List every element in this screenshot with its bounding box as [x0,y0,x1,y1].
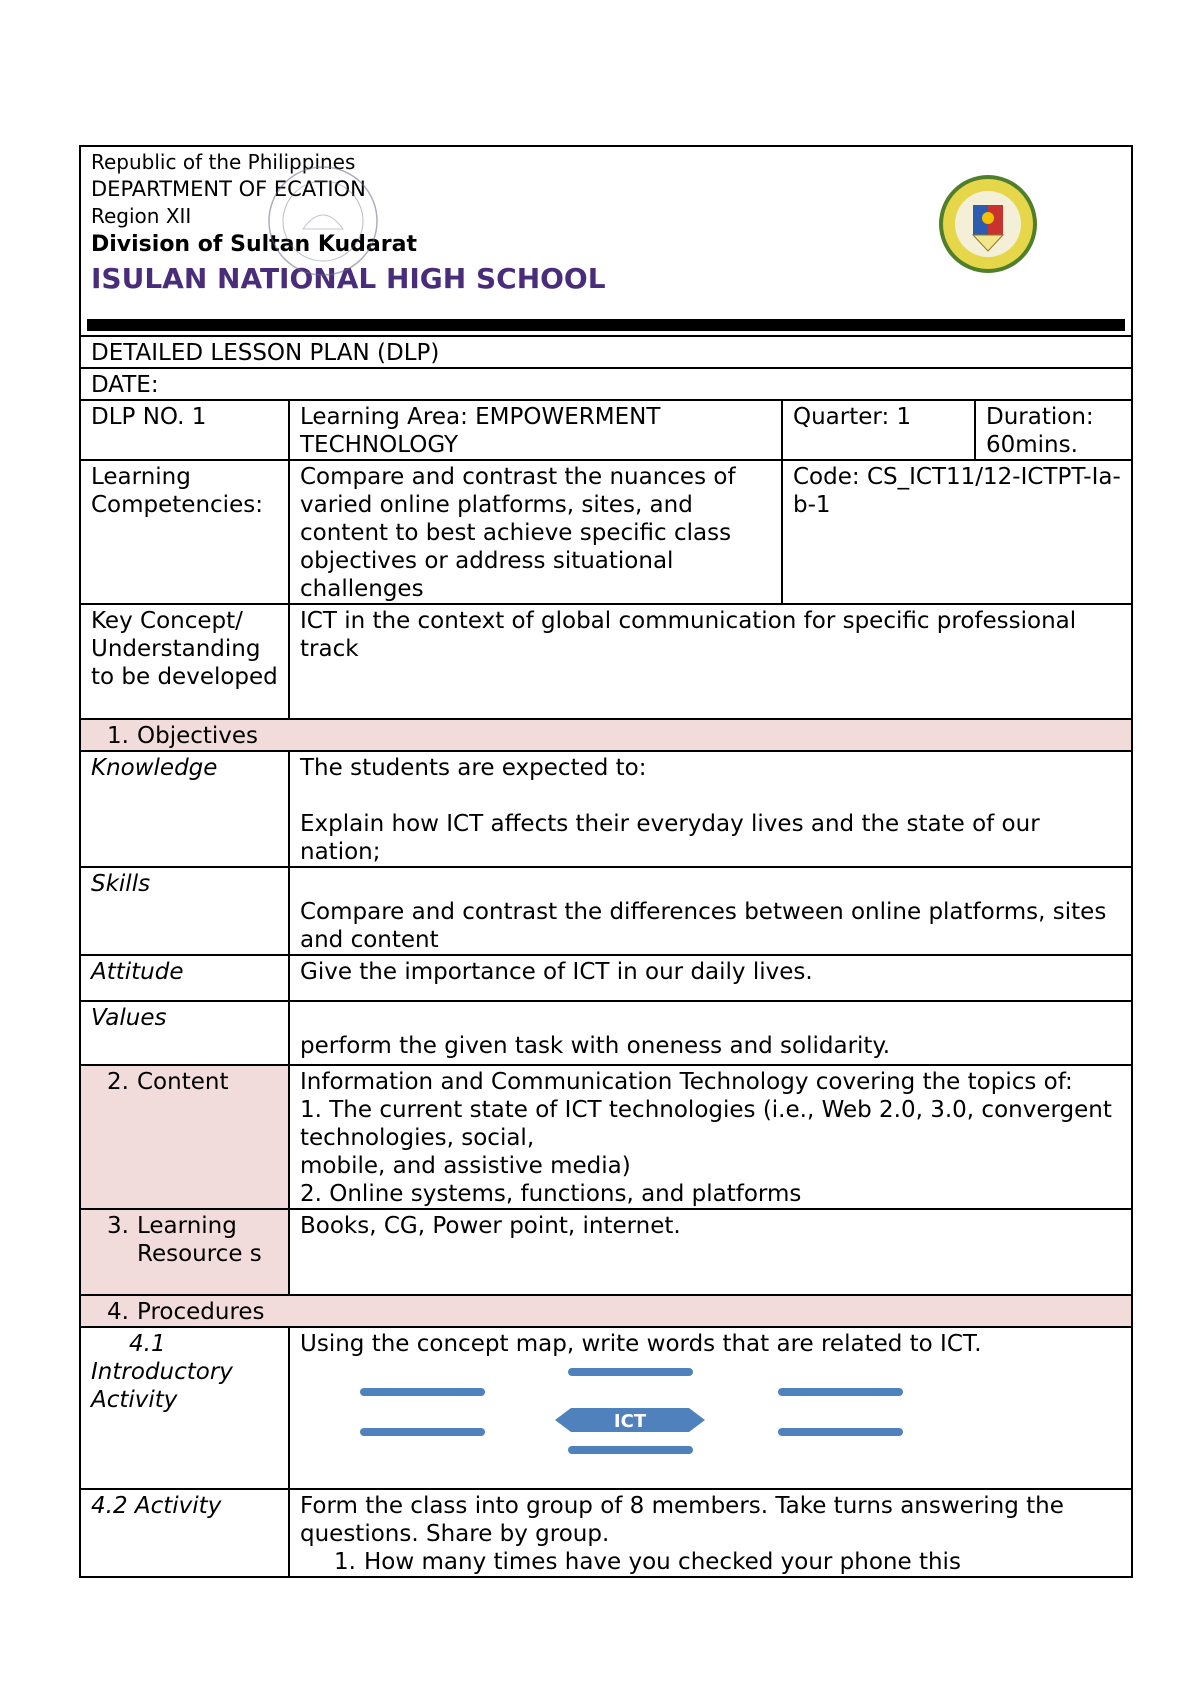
values-label: Values [80,1001,289,1065]
introductory-label-cell [80,1327,289,1489]
content-number: 2. [107,1069,129,1095]
concept-map-arrow [568,1368,693,1376]
resources-label: Learning Resource s [137,1213,262,1267]
concept-map [300,1358,1121,1488]
concept-map-center-arrow [555,1406,705,1434]
lesson-plan-document [79,145,1131,1578]
concept-map-arrow [568,1446,693,1454]
concept-map-arrow [360,1388,485,1396]
introductory-label: Introductory Activity [91,1359,233,1413]
objectives-heading [80,719,1132,751]
resources-number: 3. [107,1213,129,1239]
skills-label: Skills [80,867,289,955]
knowledge-cell [289,751,1132,867]
region-text: Region XII [91,204,192,228]
introductory-number: 4.1 [129,1331,166,1357]
department-text: DEPARTMENT OF ECATION [91,177,366,201]
values-text: perform the given task with oneness and solidarity. [300,1033,891,1059]
activity-text: Form the class into group of 8 members. Take turns answering the questions. Share by group. [300,1493,1064,1547]
content-item-2: 2. Online systems, functions, and platforms [300,1181,802,1207]
dlp-title: DETAILED LESSON PLAN (DLP) [80,336,1132,368]
knowledge-label: Knowledge [80,751,289,867]
knowledge-text: Explain how ICT affects their everyday lives and the state of our nation; [300,811,1040,865]
competencies-text: Compare and contrast the nuances of varied online platforms, sites, and content to best achieve specific class objectives or address situational challenges [289,460,782,604]
objectives-heading-text: Objectives [137,723,259,749]
skills-text: Compare and contrast the differences between online platforms, sites and content [300,899,1107,953]
values-cell [289,1001,1132,1065]
question-1-text: How many times have you checked your phone this [364,1549,961,1575]
date-field: DATE: [80,368,1132,400]
concept-map-arrow [778,1428,903,1436]
division-text: Division of Sultan Kudarat [91,232,417,257]
procedures-heading [80,1295,1132,1327]
dlp-number: DLP NO. 1 [80,400,289,460]
procedures-number: 4. [107,1299,129,1325]
content-label: Content [137,1069,229,1095]
introductory-cell [289,1327,1132,1489]
competencies-label: Learning Competencies: [80,460,289,604]
concept-map-center-label: ICT [613,1411,647,1432]
content-intro: Information and Communication Technology covering the topics of: [300,1069,1073,1095]
resources-text: Books, CG, Power point, internet. [289,1209,1132,1295]
key-concept-text: ICT in the context of global communication for specific professional track [289,604,1132,719]
quarter: Quarter: 1 [782,400,975,460]
attitude-label: Attitude [80,955,289,1001]
content-item-1b: mobile, and assistive media) [300,1153,631,1179]
key-concept-label: Key Concept/ Understanding to be developed [80,604,289,719]
duration: Duration: 60mins. [975,400,1132,460]
header-divider [80,317,1132,336]
procedures-heading-text: Procedures [137,1299,265,1325]
thick-divider-bar [87,319,1125,331]
deped-seal-icon [263,161,383,281]
introductory-text: Using the concept map, write words that are related to ICT. [300,1331,982,1357]
activity-question-1 [300,1548,1121,1576]
letterhead [80,146,1132,317]
school-seal-icon [937,173,1039,275]
republic-text: Republic of the Philippines [91,150,356,174]
activity-cell [289,1489,1132,1577]
skills-cell [289,867,1132,955]
objectives-number: 1. [107,723,129,749]
knowledge-intro: The students are expected to: [300,755,647,781]
content-label-cell [80,1065,289,1209]
content-item-1: 1. The current state of ICT technologies (i.e., Web 2.0, 3.0, convergent technologies, social, [300,1097,1112,1151]
resources-label-cell [80,1209,289,1295]
concept-map-arrow [778,1388,903,1396]
lesson-plan-table [79,145,1133,1578]
content-cell [289,1065,1132,1209]
learning-area: Learning Area: EMPOWERMENT TECHNOLOGY [289,400,782,460]
school-name: ISULAN NATIONAL HIGH SCHOOL [91,262,606,295]
attitude-text: Give the importance of ICT in our daily lives. [289,955,1132,1001]
competency-code: Code: CS_ICT11/12-ICTPT-Ia-b-1 [782,460,1132,604]
question-1-number: 1. [334,1549,356,1575]
concept-map-arrow [360,1428,485,1436]
activity-label: 4.2 Activity [80,1489,289,1577]
